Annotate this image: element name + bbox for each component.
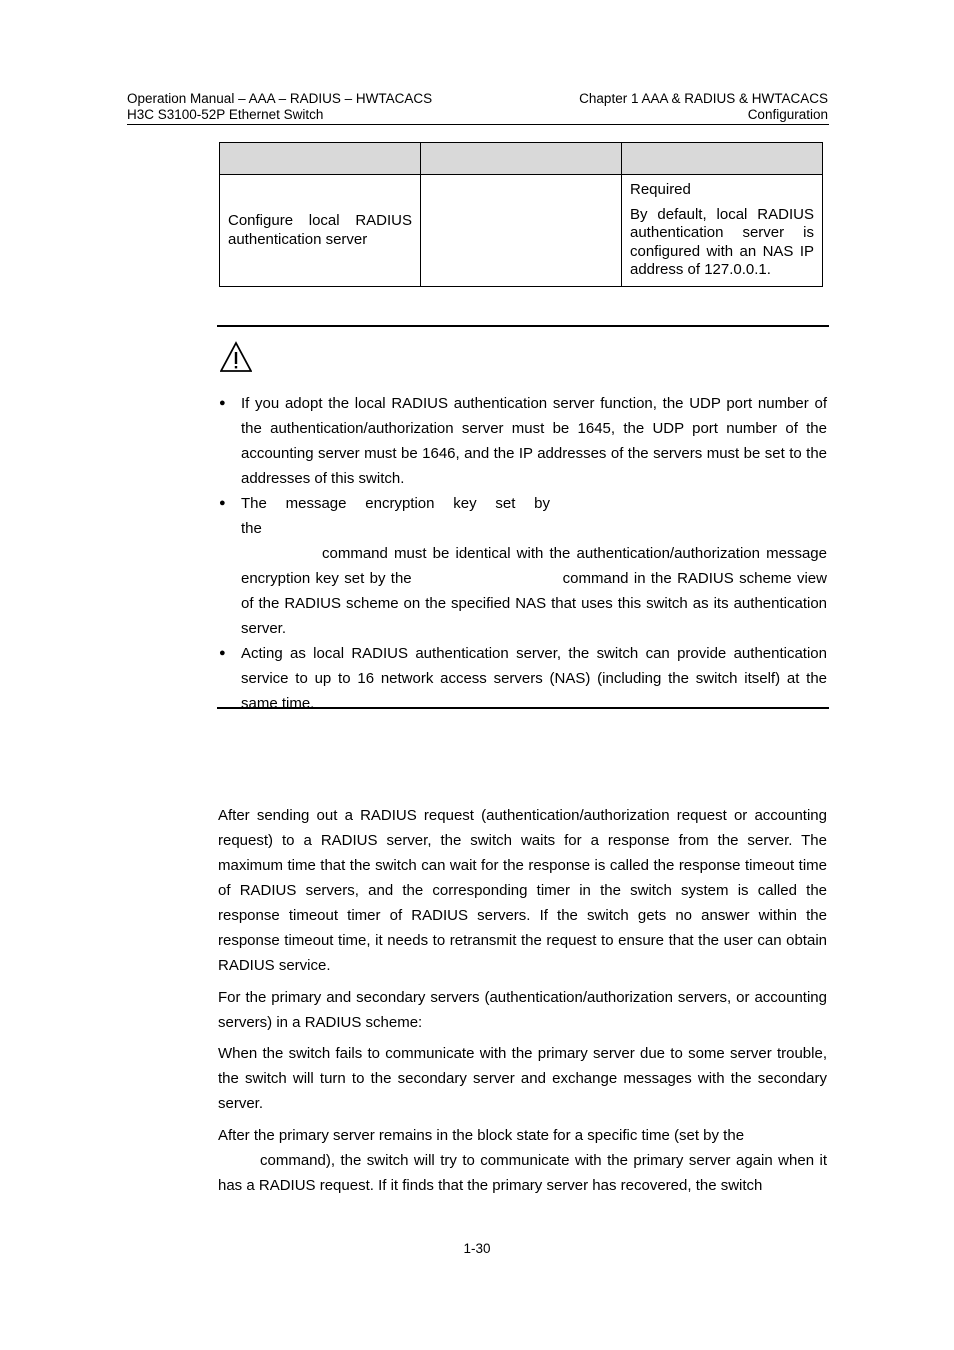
header-divider bbox=[127, 124, 829, 125]
bullet-dot-icon: ● bbox=[219, 497, 226, 509]
running-header-left bbox=[127, 91, 432, 123]
list-item bbox=[218, 641, 827, 716]
bullet-dot-icon: ● bbox=[219, 397, 226, 409]
body-paragraph: After the primary server remains in the block state for a specific time (set by the command), the switch will try to communicate with the primary server again when it has a RADIUS request. If it finds that the primary server has recovered, the switch bbox=[218, 1127, 827, 1194]
body-paragraph: After sending out a RADIUS request (authentication/authorization request or accounting request) to a RADIUS server, the switch waits for a response from the server. The maximum time that the switch can wait for the response is called the response timeout time of RADIUS servers, and the corresponding timer in the switch system is called the response timeout timer of RADIUS servers. If the switch gets no answer within the response timeout time, it needs to retransmit the request to ensure that the user can obtain RADIUS service. bbox=[218, 807, 827, 974]
chapter-title: Chapter 1 AAA & RADIUS & HWTACACS bbox=[579, 91, 828, 106]
operation-cell: Configure local RADIUS authentication server bbox=[220, 175, 421, 287]
caution-text: command must be identical with the authentication/authorization message encryption key set by the command in the RADIUS scheme view of the RADIUS scheme on the specified NAS that uses this switch as its authentication server. bbox=[241, 545, 827, 637]
bullet-dot-icon: ● bbox=[219, 647, 226, 659]
list-item bbox=[218, 391, 827, 491]
remarks-cell bbox=[622, 175, 823, 287]
table-header-remarks bbox=[622, 143, 823, 175]
table-row bbox=[220, 175, 823, 287]
table-header-row bbox=[220, 143, 823, 175]
list-item bbox=[218, 491, 827, 641]
product-name: H3C S3100-52P Ethernet Switch bbox=[127, 107, 324, 122]
running-header-right bbox=[579, 91, 828, 123]
caution-text: If you adopt the local RADIUS authentication server function, the UDP port number of the authentication/authorization server must be 1645, the UDP port number of the accounting server must be 1646, and the IP addresses of the servers must be set to the addresses of this switch. bbox=[241, 395, 827, 487]
manual-title: Operation Manual – AAA – RADIUS – HWTACACS bbox=[127, 91, 433, 106]
warning-triangle-icon bbox=[220, 341, 252, 373]
configuration-table bbox=[219, 142, 823, 287]
body-paragraph: For the primary and secondary servers (authentication/authorization servers, or accounting servers) in a RADIUS scheme: bbox=[218, 989, 827, 1031]
caution-list bbox=[218, 391, 827, 716]
body-paragraph: When the switch fails to communicate with the primary server due to some server trouble, the switch will turn to the secondary server and exchange messages with the secondary server. bbox=[218, 1045, 827, 1112]
caution-bottom-rule bbox=[217, 707, 829, 709]
caution-text: Acting as local RADIUS authentication server, the switch can provide authentication service to up to 16 network access servers (NAS) (including the switch itself) at the same time. bbox=[241, 645, 827, 712]
command-cell bbox=[421, 175, 622, 287]
caution-text: The message encryption key set by the bbox=[241, 495, 550, 537]
section-title: Configuration bbox=[747, 107, 828, 122]
remarks-default-note: By default, local RADIUS authentication server is configured with an NAS IP address of 127.0.0.1. bbox=[630, 205, 814, 279]
remarks-required: Required bbox=[630, 181, 691, 199]
table-header-command bbox=[421, 143, 622, 175]
table-header-operation bbox=[220, 143, 421, 175]
page-number: 1-30 bbox=[463, 1241, 491, 1256]
caution-top-rule bbox=[217, 325, 829, 327]
